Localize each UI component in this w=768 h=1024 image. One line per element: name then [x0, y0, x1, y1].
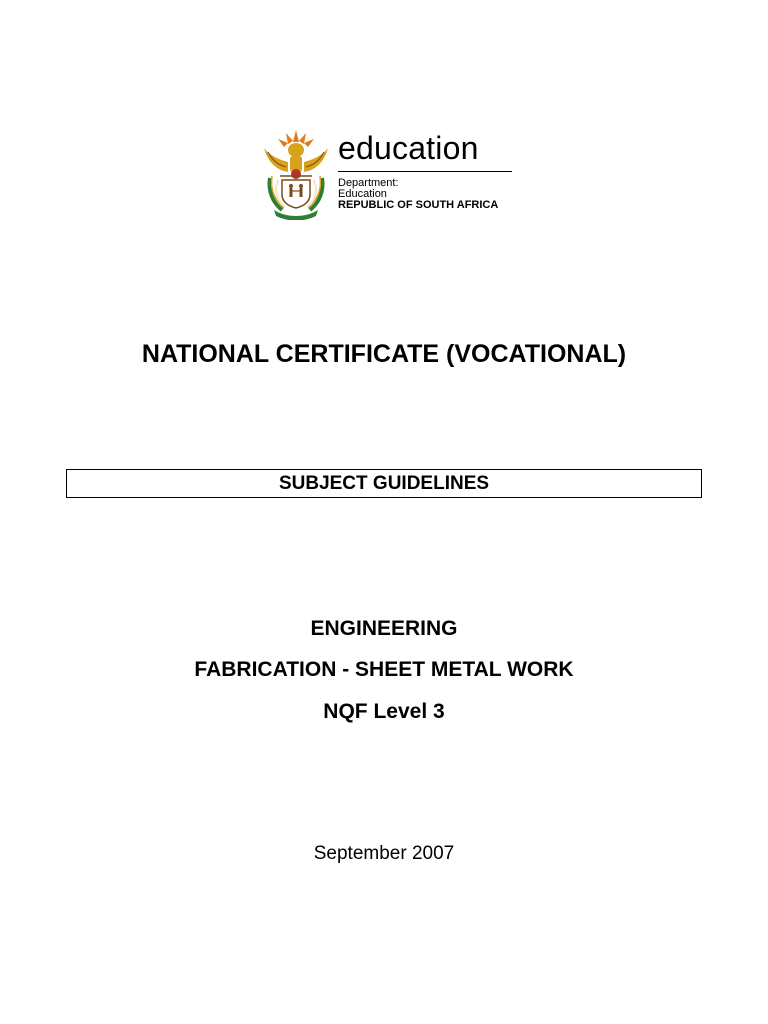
nqf-level: NQF Level 3 — [323, 700, 445, 723]
subject-field: ENGINEERING — [310, 617, 458, 640]
logo-wordmark: education — [338, 130, 479, 166]
subject-guidelines-heading: SUBJECT GUIDELINES — [66, 469, 702, 498]
department-logo — [258, 128, 518, 224]
logo-country: REPUBLIC OF SOUTH AFRICA — [338, 199, 499, 211]
logo-department-name: Education — [338, 188, 387, 200]
logo-department-label: Department: — [338, 177, 399, 189]
coat-of-arms-icon — [258, 128, 334, 220]
publication-date: September 2007 — [313, 843, 455, 864]
subject-name: FABRICATION - SHEET METAL WORK — [194, 658, 574, 681]
document-title: NATIONAL CERTIFICATE (VOCATIONAL) — [141, 340, 627, 368]
logo-divider — [338, 171, 512, 172]
